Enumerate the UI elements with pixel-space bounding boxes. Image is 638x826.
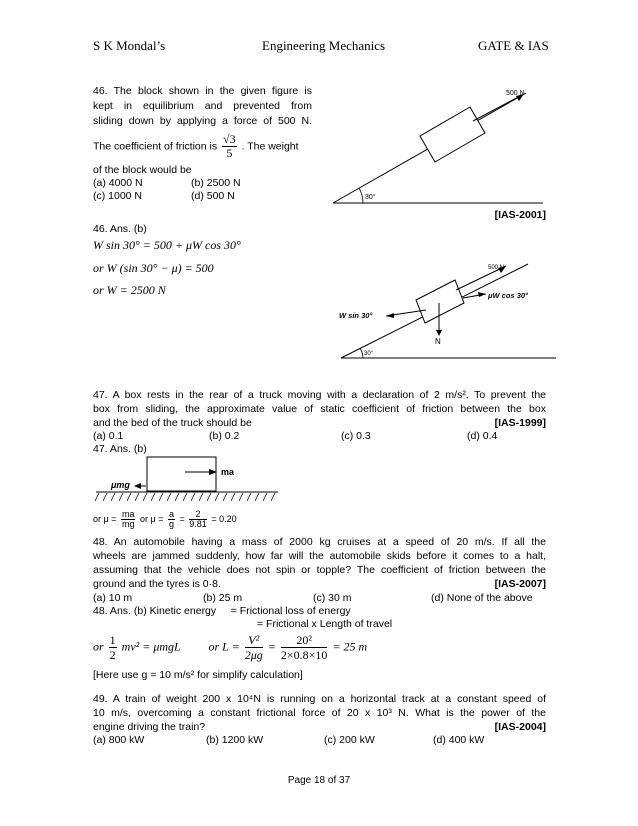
q48-frac-v2 (245, 633, 263, 662)
q49-line3: engine driving the train? (93, 721, 206, 733)
q47-friction-label: μmg (111, 480, 130, 490)
q48-frac-num-den: 2×0.8×10 (280, 648, 328, 662)
header-author: S K Mondal’s (93, 38, 166, 53)
fig1-force-arrow (473, 94, 524, 121)
fig1-block (420, 107, 485, 162)
q46-option-d: (d) 500 N (191, 190, 235, 202)
q47-formula-or1: or μ = (93, 513, 117, 524)
q47-frac2-num: a (168, 509, 174, 519)
header-subject: Engineering Mechanics (262, 38, 386, 53)
q48-frac-half-den: 2 (109, 648, 116, 662)
q46-coef-num: √3 (223, 132, 236, 146)
q46-answer: 46. Ans. (b) (93, 223, 147, 235)
q47-option-b: (b) 0.2 (209, 430, 240, 442)
q46-figure-incline (328, 85, 550, 210)
q46-coef-fraction (222, 133, 237, 160)
q49-line1: 49. A train of weight 200 x 10⁴N is running on a horizontal track at a constant speed of (93, 693, 546, 705)
q47-frac2 (168, 510, 175, 529)
q47-option-a: (a) 0.1 (93, 430, 124, 442)
fig2-friction-arrowhead (478, 292, 486, 297)
q46-line3: sliding down by applying a force of 500 N. (93, 115, 312, 127)
q46-ref: [IAS-2001] (494, 209, 546, 221)
q48-line4: ground and the tyres is 0·8. (93, 578, 221, 590)
q48-eq-result: = 25 m (332, 639, 368, 654)
fig2-normal-label: N (435, 337, 441, 346)
q46-eq2: or W (sin 30° − μ) = 500 (93, 261, 214, 275)
q47-option-c: (c) 0.3 (341, 430, 371, 442)
fig2-friction-label: μW cos 30° (488, 291, 529, 300)
fig1-force-label: 500 N (506, 90, 525, 97)
q48-frac-half-num: 1 (109, 633, 116, 647)
q48-frac-num-num: 20² (281, 633, 328, 648)
fig2-angle-arc (360, 348, 363, 358)
q46-eq1: W sin 30° = 500 + μW cos 30° (93, 238, 241, 252)
q47-option-d: (d) 0.4 (467, 430, 498, 442)
q48-ref: [IAS-2007] (494, 578, 546, 590)
q47-formula-result: = 0.20 (211, 513, 237, 524)
q47-formula (93, 510, 237, 529)
q46-line5: of the block would be (93, 164, 192, 176)
q47-line3: and the bed of the truck should be (93, 417, 252, 429)
q48-answer2: = Frictional x Length of travel (257, 618, 393, 630)
q46-option-c: (c) 1000 N (93, 190, 143, 202)
page-number: Page 18 of 37 (287, 775, 351, 786)
fig1-angle-label: 30° (365, 194, 376, 201)
q48-eq-or1: or (93, 639, 104, 654)
q46-figure-fbd (338, 258, 560, 363)
q48-answer: 48. Ans. (b) Kinetic energy = Frictional loss of energy (93, 605, 351, 617)
q47-answer: 47. Ans. (b) (93, 443, 147, 455)
q48-frac-num (281, 633, 328, 662)
q47-frac2-den: g (168, 519, 174, 529)
fig2-normal-arrowhead (436, 330, 442, 336)
q46-coef-text: The coefficient of friction is (93, 140, 218, 153)
q49-option-d: (d) 400 kW (433, 734, 485, 746)
q47-box (147, 457, 216, 491)
q47-ground-hatch (95, 493, 275, 501)
q48-frac-v2-den: 2μg (244, 648, 263, 662)
q46-eq3: or W = 2500 N (93, 283, 166, 297)
q47-frac1 (121, 510, 136, 529)
q47-formula-eq: = (179, 513, 185, 524)
q48-option-b: (b) 25 m (203, 592, 243, 604)
q48-note: [Here use g = 10 m/s² for simplify calculation] (93, 669, 303, 681)
q48-line2: wheels are jammed suddenly, how far will the automobile skids before it comes to a halt, (93, 550, 546, 562)
fig1-angle-arc (359, 188, 363, 203)
header-exam: GATE & IAS (478, 38, 549, 53)
q48-frac-v2-num: V² (245, 633, 263, 648)
q46-option-a: (a) 4000 N (93, 177, 143, 189)
q47-frac1-num: ma (121, 509, 135, 519)
q48-option-c: (c) 30 m (313, 592, 352, 604)
q47-frac3-den: 9.81 (189, 519, 207, 529)
q46-coef-den: 5 (226, 146, 233, 160)
q49-option-c: (c) 200 kW (324, 734, 375, 746)
q47-friction-arrowhead (134, 483, 141, 489)
q47-frac3-num: 2 (189, 510, 207, 520)
q48-equation: or $\frac{1}{2}$ mv² = μmgL or L = $\frac{\text{V²}}{2\mu g}$ = $\frac{\text{20²}}{2\times 0.8\times 10}$ = 25 m (93, 633, 368, 662)
q49-ref: [IAS-2004] (494, 721, 546, 733)
q49-line2: 10 m/s, overcoming a constant frictional force of 20 x 10³ N. What is the power of the (93, 707, 546, 719)
q46-line2: kept in equilibrium and prevented from (93, 100, 312, 112)
q47-frac1-den: mg (121, 519, 135, 529)
q48-line1: 48. An automobile having a mass of 2000 kg cruises at a speed of 20 m/s. If all the (93, 536, 546, 548)
q48-line3: assuming that the vehicle does not spin or topple? The coefficient of friction between the (93, 564, 546, 576)
q47-line2: box from sliding, the approximate value of static coefficient of friction between the box (93, 403, 546, 415)
q47-line1: 47. A box rests in the rear of a truck moving with a declaration of 2 m/s². To prevent the (93, 389, 546, 401)
q46-line1: 46. The block shown in the given figure is (93, 85, 312, 97)
q48-eq-energy: mv² = μmgL (121, 639, 181, 654)
q47-formula-or2: or μ = (140, 513, 164, 524)
q47-frac3 (189, 510, 207, 529)
q47-figure-box (93, 456, 283, 506)
q49-option-a: (a) 800 kW (93, 734, 145, 746)
fig2-wsin-label: W sin 30° (339, 311, 373, 320)
q48-option-a: (a) 10 m (93, 592, 133, 604)
q48-frac-half (109, 633, 117, 662)
q46-option-b: (b) 2500 N (191, 177, 241, 189)
q47-ma-label: ma (221, 467, 235, 477)
q48-eq-or2: or L = (208, 639, 240, 654)
fig2-force-label: 500 N (488, 265, 505, 271)
fig2-block (416, 280, 464, 323)
q47-ref: [IAS-1999] (494, 417, 546, 429)
q46-coef-after: . The weight (241, 140, 299, 153)
fig2-angle-label: 30° (364, 351, 374, 357)
q48-option-d: (d) None of the above (431, 592, 533, 604)
q46-coefficient-line (93, 133, 323, 160)
q49-option-b: (b) 1200 kW (206, 734, 264, 746)
